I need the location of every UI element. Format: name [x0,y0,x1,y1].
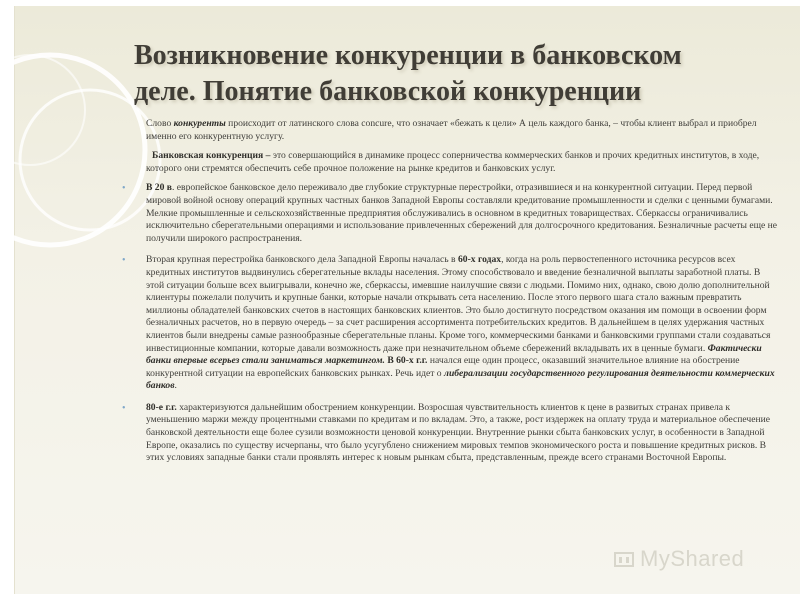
bullet-icon: • [122,255,126,267]
text-emphasis: Фактически банки впервые всерьез стали заниматься маркетингом. [146,342,762,367]
text: . европейское банковское дело переживало две глубокие структурные перестройки, отразившиеся и на конкурентной ситуации. Перед первой мировой войной основу операций крупных частных банков Западной Европы составляли кредитование промышленности и сделки с ценными бумагами. Мелкие промышленные и сельскохозяйственные предприятия обслуживались в основном в кредитных товариществах. Сберкассы ограничивались исключительно сберегательными операциями и использование привлеченных сбережений для долгосрочного кредитования. Безналичные расчеты еще не получили широкого распространения. [146,182,778,244]
slide-body [118,118,778,474]
paragraph-etymology [118,118,778,143]
watermark: MyShared [640,546,745,571]
bullet-icon: • [122,183,126,195]
text: начался еще один процесс, оказавший значительное влияние на обострение конкурентной ситуации на европейских банковских рынках. Речь идет о [146,355,740,379]
text-bold: 60-х годах [458,254,502,266]
watermark-icon [614,550,634,568]
text: это совершающийся в динамике процесс соперничества коммерческих банков и прочих кредитных институтов, в ходе, которого они стремятся обеспечить себе прочное положение на рынке кредитов и банковских услуг. [146,150,760,174]
text-bold: Банковская конкуренция – [152,150,271,162]
title-line-2: деле. Понятие банковской конкуренции [134,76,642,107]
text: происходит от латинского слова concure, что означает «бежать к цели» А цель каждого банка, – чтобы клиент выбрал и приобрел именно его конкурентную услугу. [146,118,757,142]
bullet-icon: • [122,402,126,414]
bullet-item-20th-century [118,182,778,245]
text: характеризуются дальнейшим обострением конкуренции. Возросшая чувствительность клиентов к цене в развитых странах привела к уменьшению маржи между процентными ставками по кредитам и по вкладам. Это, а также, рост издержек на оплату труда и материальное обеспечение банковской деятельности еще более сузили возможности ценовой конкуренции. Внутренние рынки сбыта банковских услуг, в особенности в Западной Европе, оказались по существу исчерпаны, что было усугублено снижением мировых темпов экономического роста и повышение кредитных рисков. В этих условиях западные банки стали проявлять интерес к новым рынкам сбыта, представленным, прежде всего странами Восточной Европы. [146,401,771,464]
title-line-1: Возникновение конкуренции в банковском [134,40,682,71]
text-bold: В 20 в [146,182,172,194]
text-emphasis: либерализации государственного регулирования деятельности коммерческих банков [146,367,775,392]
text: . [174,380,177,392]
paragraph-definition [118,150,778,175]
bullet-item-80s [118,402,778,465]
bullet-item-60s [118,254,778,393]
text: Вторая крупная перестройка банковского дела Западной Европы началась в [146,254,458,266]
text: Слово [146,118,174,129]
text-bold: 80-е г.г. [146,401,177,413]
slide-title [134,38,774,110]
text-emphasis: конкуренты [173,118,226,129]
text: , когда на роль первостепенного источника ресурсов всех кредитных институтов выдвинулись сберегательные вклады населения. Этому способствовало и введение безналичной выплаты заработной платы. В этой ситуации больше всех выигрывали, конечно же, сберкассы, имевшие наилучшие связи с людьми. Помимо них, однако, свою долю дополнительной клиентуры пожелали получить и крупные банки, которые начали открывать сета населению. После этого первого шага стало важным превратить миллионы обладателей банковских счетов в настоящих банковских клиентов. Это было достигнуто посредством оказания им помощи в освоении форм безналичных расчетов, но в первую очередь – за счет расширения ассортимента потребительских кредитов. В дальнейшем в целях удержания частных клиентов были внедрены самые разнообразные сберегательные планы. Кроме того, коммерческими банками и банковскими группами стали создаваться инвестиционные компании, которые давали возможность даже при незначительном объеме сбережений вкладывать их в ценные бумаги. [146,254,771,354]
text-bold: В 60-х г.г. [387,355,428,367]
